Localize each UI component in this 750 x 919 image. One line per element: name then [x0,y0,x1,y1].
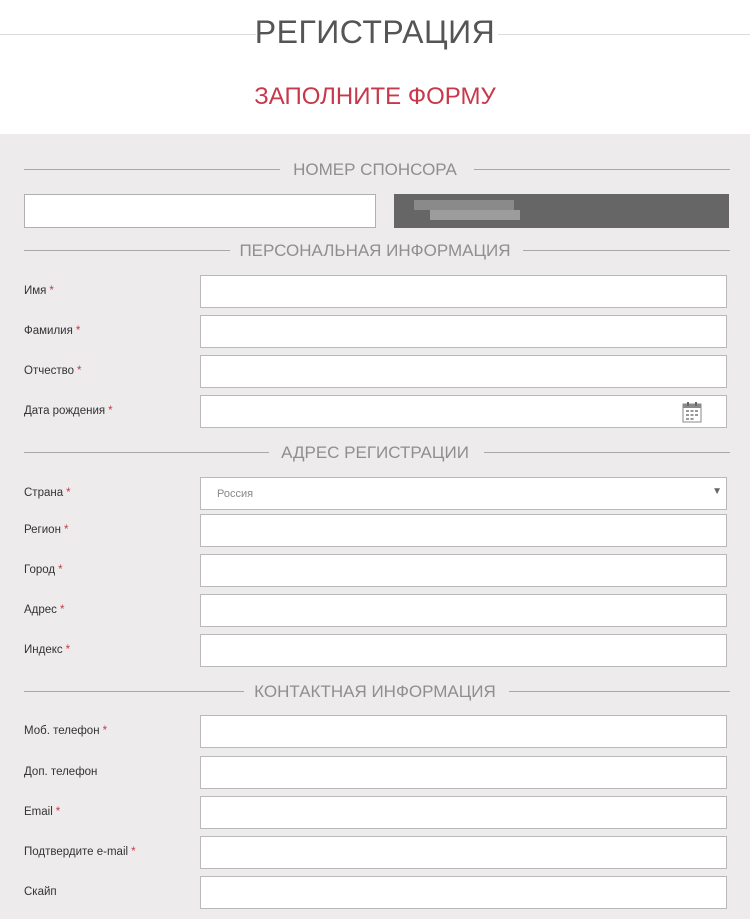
confirm-email-input[interactable] [200,836,727,869]
skype-input[interactable] [200,876,727,909]
postcode-label: Индекс * [24,644,71,656]
birth-date-input[interactable] [200,395,727,428]
page-subtitle: ЗАПОЛНИТЕ ФОРМУ [254,83,496,110]
birth-date-label: Дата рождения * [24,405,113,417]
city-label: Город * [24,564,63,576]
calendar-icon[interactable] [682,401,702,423]
first-name-input[interactable] [200,275,727,308]
extra-phone-input[interactable] [200,756,727,789]
last-name-label: Фамилия * [24,325,81,337]
country-select[interactable] [200,477,727,510]
mobile-phone-label: Моб. телефон * [24,725,108,737]
page-title: РЕГИСТРАЦИЯ [254,14,496,50]
section-title: НОМЕР СПОНСОРА [293,160,457,179]
last-name-input[interactable] [200,315,727,348]
header [0,0,750,134]
redacted-text [430,210,520,220]
skype-label: Скайп [24,886,57,898]
mobile-phone-input[interactable] [200,715,727,748]
address-label: Адрес * [24,604,65,616]
postcode-input[interactable] [200,634,727,667]
patronymic-input[interactable] [200,355,727,388]
section-sponsor [0,158,750,182]
region-label: Регион * [24,524,69,536]
address-input[interactable] [200,594,727,627]
section-title: АДРЕС РЕГИСТРАЦИИ [281,443,469,462]
section-title: КОНТАКТНАЯ ИНФОРМАЦИЯ [254,682,496,701]
sponsor-name-field [394,194,729,228]
redacted-text [414,200,514,210]
city-input[interactable] [200,554,727,587]
extra-phone-label: Доп. телефон [24,766,98,778]
chevron-down-icon: ▼ [712,486,722,497]
section-title: ПЕРСОНАЛЬНАЯ ИНФОРМАЦИЯ [239,241,511,260]
country-selected-value: Россия [217,488,254,500]
email-input[interactable] [200,796,727,829]
confirm-email-label: Подтвердите e-mail * [24,846,136,858]
first-name-label: Имя * [24,285,54,297]
section-address [0,441,750,465]
email-label: Email * [24,806,61,818]
section-contact [0,680,750,704]
section-personal [0,239,750,263]
region-input[interactable] [200,514,727,547]
country-label: Страна * [24,487,71,499]
patronymic-label: Отчество * [24,365,82,377]
sponsor-number-input[interactable] [24,194,376,228]
